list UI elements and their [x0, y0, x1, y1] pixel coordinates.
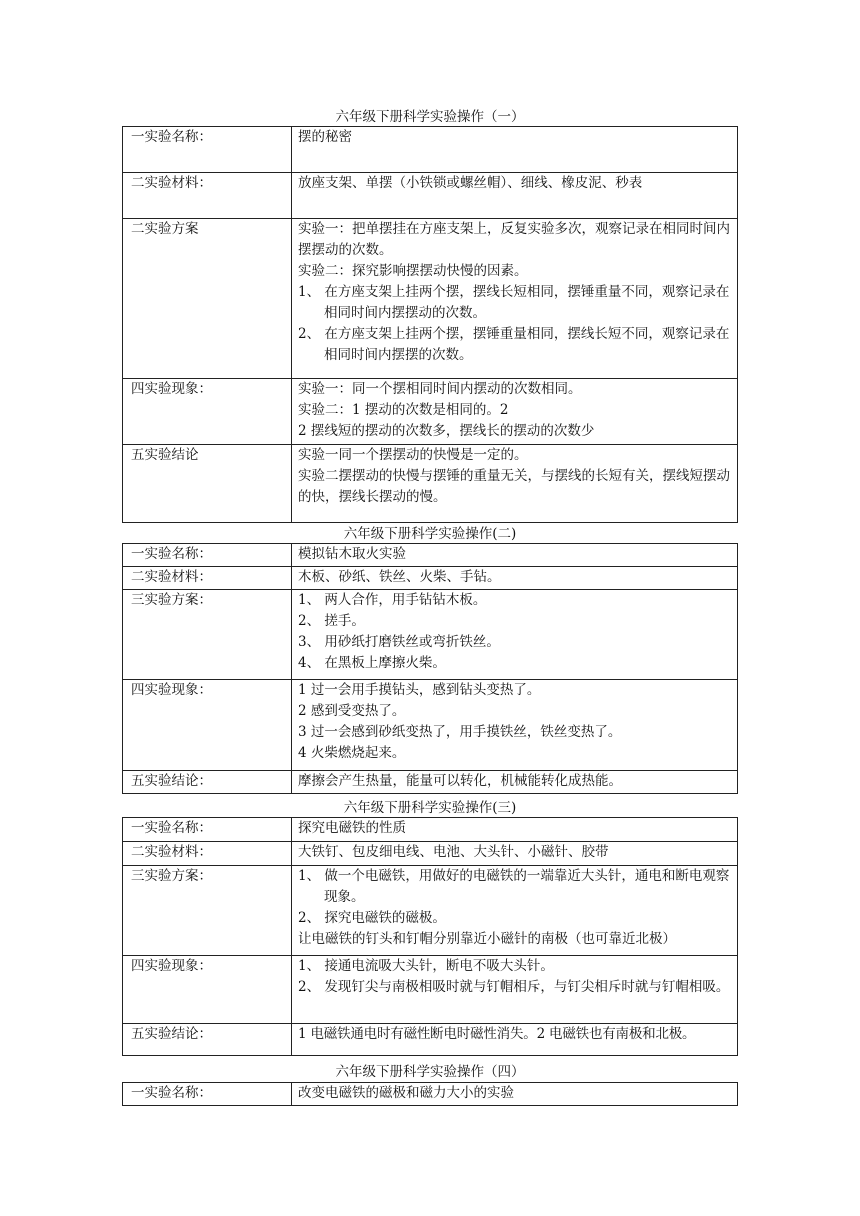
table-row — [123, 818, 738, 842]
table-row — [123, 173, 738, 219]
section-title-3: 六年级下册科学实验操作(三) — [343, 800, 517, 816]
table-row — [123, 127, 738, 173]
row-content: 模拟钻木取火实验 — [292, 544, 738, 567]
experiment-table-1 — [122, 126, 738, 523]
table-row — [123, 842, 738, 866]
row-label: 二实验方案 — [123, 219, 292, 379]
row-label: 四实验现象： — [123, 956, 292, 1024]
row-content: 摆的秘密 — [292, 127, 738, 173]
row-content: 探究电磁铁的性质 — [292, 818, 738, 842]
row-label: 五实验结论： — [123, 1024, 292, 1056]
row-label: 一实验名称： — [123, 1083, 292, 1106]
table-row — [123, 544, 738, 567]
table-row — [123, 590, 738, 680]
row-content: 摩擦会产生热量，能量可以转化，机械能转化成热能。 — [292, 771, 738, 794]
row-content: 改变电磁铁的磁极和磁力大小的实验 — [292, 1083, 738, 1106]
table-row — [123, 445, 738, 523]
table-row — [123, 680, 738, 771]
row-label: 二实验材料： — [123, 567, 292, 590]
row-content: 放座支架、单摆（小铁锁或螺丝帽）、细线、橡皮泥、秒表 — [292, 173, 738, 219]
experiment-table-4 — [122, 1082, 738, 1106]
row-label: 二实验材料： — [123, 842, 292, 866]
table-row — [123, 1083, 738, 1106]
experiment-table-3 — [122, 817, 738, 1056]
row-content: 实验一：同一个摆相同时间内摆动的次数相同。 实验二：1 摆动的次数是相同的。2 2 摆线短的摆动的次数多，摆线长的摆动的次数少 — [292, 379, 738, 445]
row-label: 三实验方案： — [123, 590, 292, 680]
row-label: 三实验方案： — [123, 866, 292, 956]
row-content: 实验一同一个摆摆动的快慢是一定的。 实验二摆摆动的快慢与摆锤的重量无关，与摆线的长短有关，摆线短摆动的快，摆线长摆动的慢。 — [292, 445, 738, 523]
row-content: 实验一：把单摆挂在方座支架上，反复实验多次，观察记录在相同时间内摆摆动的次数。 实验二：探究影响摆摆动快慢的因素。 1、 在方座支架上挂两个摆，摆线长短相同，摆锤重量不同，观察记录在相同时间内摆摆动的次数。 2、 在方座支架上挂两个摆，摆锤重量相同，摆线长短不同，观察记录在相同时间内摆摆的次数。 — [292, 219, 738, 379]
row-content: 1 电磁铁通电时有磁性断电时磁性消失。2 电磁铁也有南极和北极。 — [292, 1024, 738, 1056]
row-label: 一实验名称： — [123, 127, 292, 173]
table-row — [123, 771, 738, 794]
table-row — [123, 1024, 738, 1056]
row-content: 木板、砂纸、铁丝、火柴、手钻。 — [292, 567, 738, 590]
row-label: 四实验现象： — [123, 680, 292, 771]
row-content: 大铁钉、包皮细电线、电池、大头针、小磁针、胶带 — [292, 842, 738, 866]
row-label: 二实验材料： — [123, 173, 292, 219]
row-content: 1、 两人合作，用手钻钻木板。 2、 搓手。 3、 用砂纸打磨铁丝或弯折铁丝。 4、 在黑板上摩擦火柴。 — [292, 590, 738, 680]
section-title-4: 六年级下册科学实验操作（四） — [335, 1064, 525, 1080]
row-label: 五实验结论： — [123, 771, 292, 794]
row-content: 1、 接通电流吸大头针，断电不吸大头针。 2、 发现钉尖与南极相吸时就与钉帽相斥，与钉尖相斥时就与钉帽相吸。 — [292, 956, 738, 1024]
section-title-2: 六年级下册科学实验操作(二) — [343, 526, 517, 542]
table-row — [123, 567, 738, 590]
section-title-1: 六年级下册科学实验操作（一） — [335, 109, 525, 125]
row-label: 一实验名称： — [123, 544, 292, 567]
experiment-table-2 — [122, 543, 738, 794]
row-label: 四实验现象： — [123, 379, 292, 445]
table-row — [123, 379, 738, 445]
row-label: 一实验名称： — [123, 818, 292, 842]
row-content: 1、 做一个电磁铁，用做好的电磁铁的一端靠近大头针，通电和断电观察现象。 2、 探究电磁铁的磁极。 让电磁铁的钉头和钉帽分别靠近小磁针的南极（也可靠近北极） — [292, 866, 738, 956]
table-row — [123, 956, 738, 1024]
table-row — [123, 219, 738, 379]
row-content: 1 过一会用手摸钻头，感到钻头变热了。 2 感到受变热了。 3 过一会感到砂纸变热了，用手摸铁丝，铁丝变热了。 4 火柴燃烧起来。 — [292, 680, 738, 771]
table-row — [123, 866, 738, 956]
row-label: 五实验结论 — [123, 445, 292, 523]
